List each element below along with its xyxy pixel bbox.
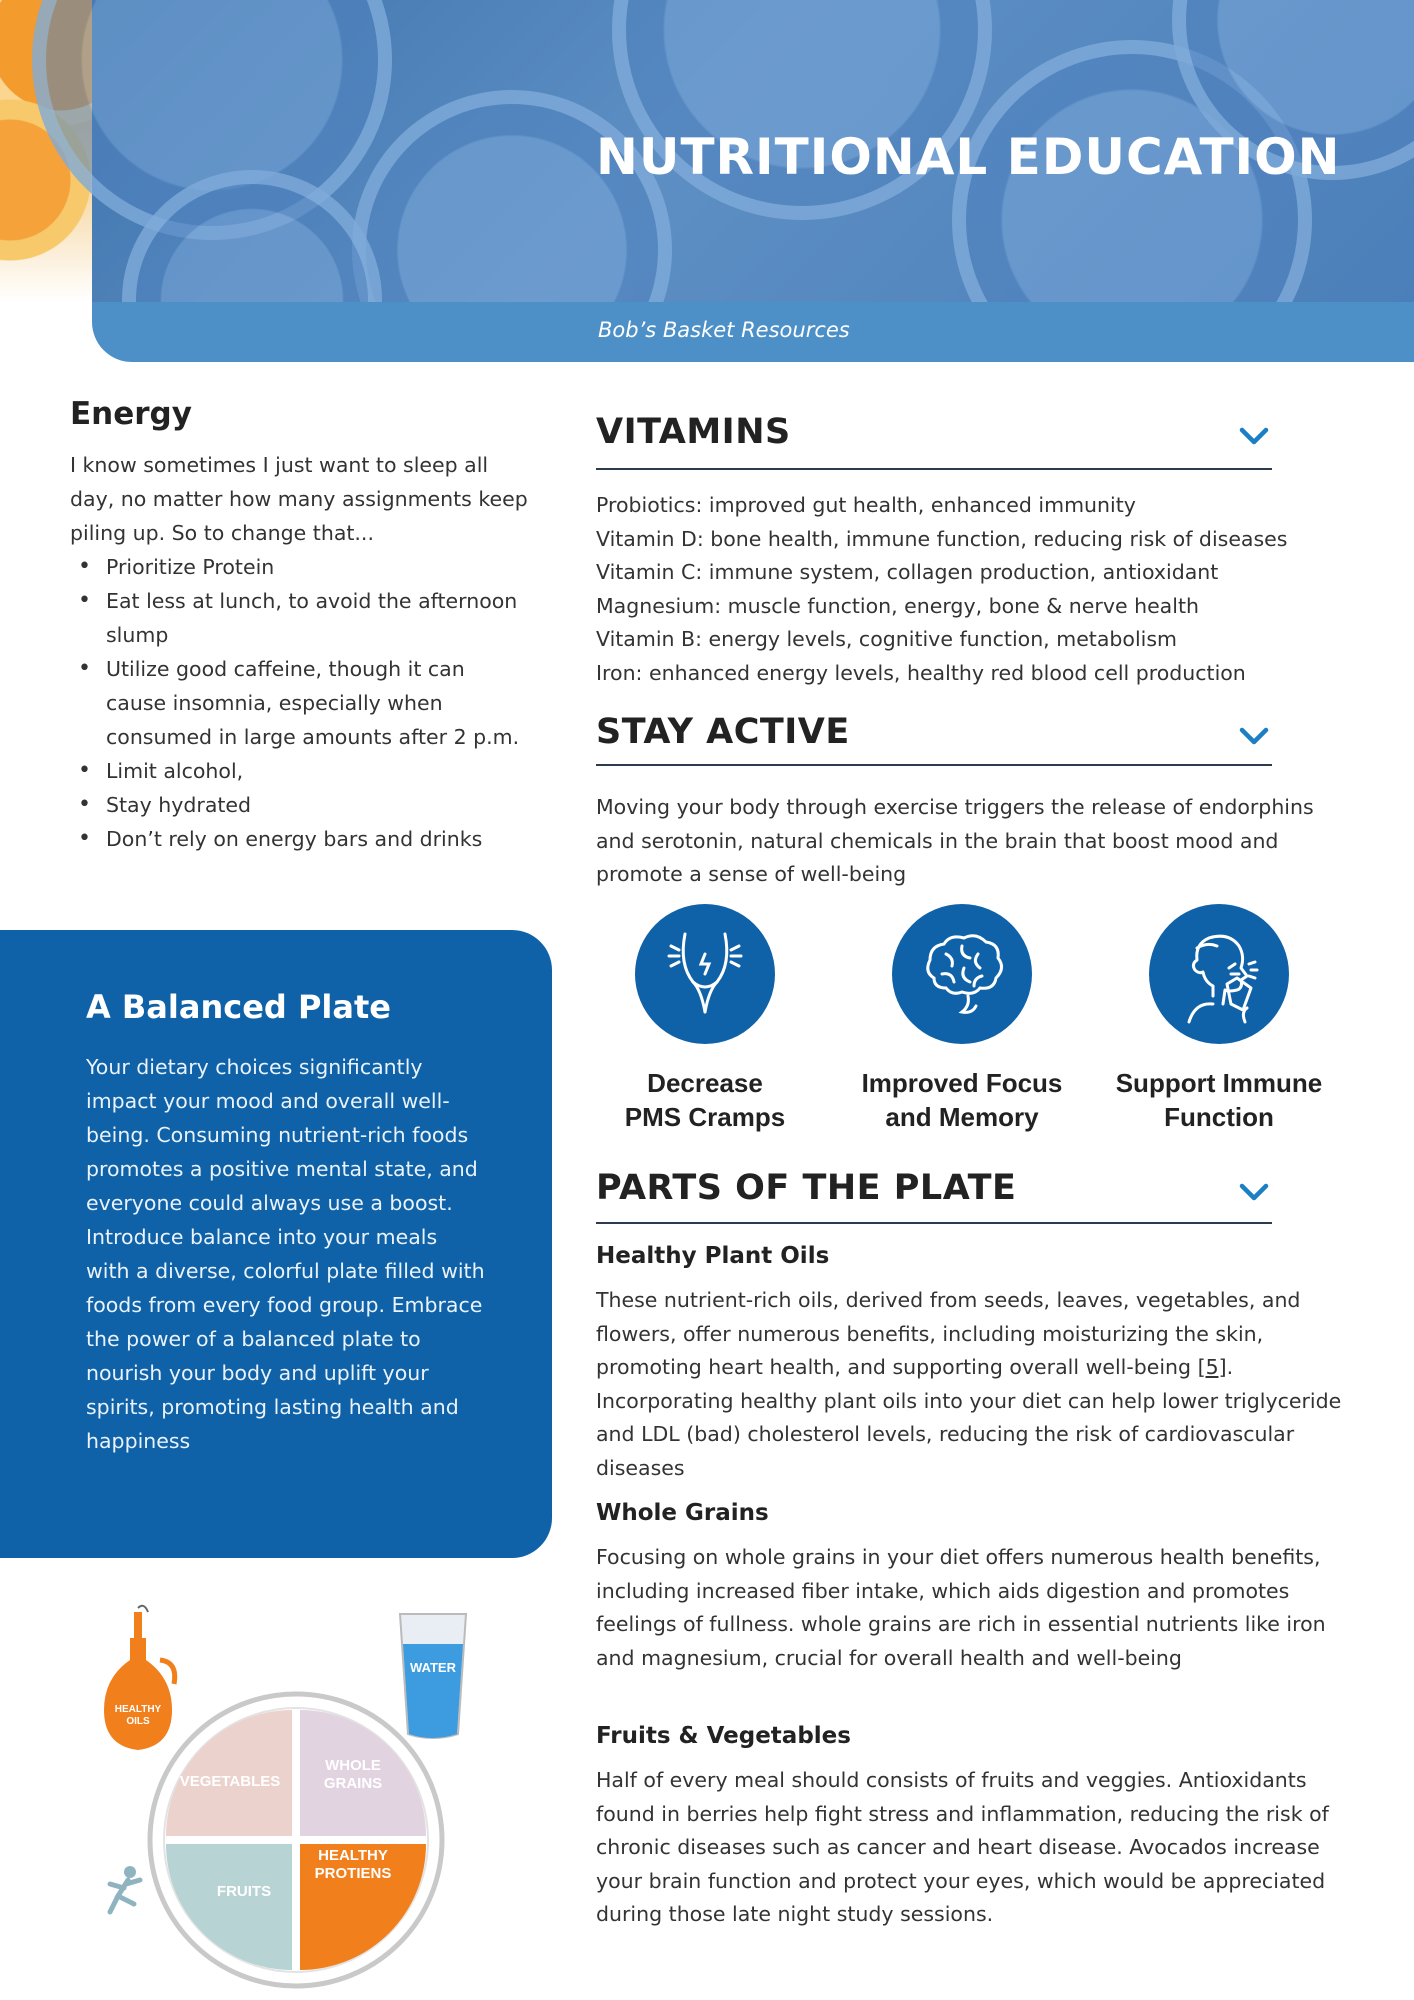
chevron-down-icon[interactable] bbox=[1236, 1178, 1272, 1206]
header-banner bbox=[0, 0, 1414, 302]
active-header[interactable] bbox=[596, 712, 1272, 766]
proteins-label-1: HEALTHY bbox=[318, 1847, 388, 1864]
list-item: Magnesium: muscle function, energy, bone & nerve health bbox=[596, 593, 1199, 618]
runner-icon bbox=[110, 1866, 140, 1912]
balanced-plate-card bbox=[0, 930, 552, 1558]
sneeze-icon bbox=[1149, 904, 1289, 1044]
benefit-label-1: Decrease bbox=[647, 1068, 763, 1098]
list-item: Iron: enhanced energy levels, healthy red blood cell production bbox=[596, 660, 1246, 685]
benefit-focus bbox=[842, 904, 1082, 1134]
energy-list bbox=[70, 550, 530, 856]
active-heading: STAY ACTIVE bbox=[596, 712, 850, 752]
benefit-immune bbox=[1099, 904, 1339, 1134]
chevron-down-icon[interactable] bbox=[1236, 422, 1272, 450]
grains-label-2: GRAINS bbox=[323, 1775, 383, 1792]
balanced-heading: A Balanced Plate bbox=[86, 988, 391, 1026]
grains-heading: Whole Grains bbox=[596, 1500, 769, 1526]
list-item: Vitamin B: energy levels, cognitive function, metabolism bbox=[596, 627, 1177, 652]
water-glass-icon bbox=[400, 1614, 466, 1738]
reference-link[interactable]: [5] bbox=[1197, 1355, 1227, 1380]
list-item: Vitamin C: immune system, collagen production, antioxidant bbox=[596, 560, 1219, 585]
vitamins-header[interactable] bbox=[596, 412, 1272, 470]
benefit-label-1: Improved Focus bbox=[861, 1068, 1063, 1098]
abdomen-icon bbox=[635, 904, 775, 1044]
plate-graphic bbox=[100, 1600, 500, 1990]
water-label: WATER bbox=[410, 1660, 456, 1675]
list-item: • Stay hydrated bbox=[70, 788, 530, 822]
oils-heading: Healthy Plant Oils bbox=[596, 1243, 830, 1269]
plate-parts-header[interactable] bbox=[596, 1168, 1272, 1224]
list-item: • Utilize good caffeine, though it can cause insomnia, especially when consumed in large amounts after 2 p.m. bbox=[70, 652, 530, 754]
oil-bottle-icon bbox=[104, 1606, 175, 1750]
benefit-label-2: Function bbox=[1164, 1102, 1274, 1132]
fruits-label: FRUITS bbox=[216, 1883, 272, 1900]
balanced-body: Your dietary choices significantly impact your mood and overall well-being. Consuming nutrient-rich foods promotes a positive mental state, and everyone could always use a boost. Introduce balance into your meals with a diverse, colorful plate filled with foods from every food group. Embrace the power of a balanced plate to nourish your body and uplift your spirits, promoting lasting health and happiness bbox=[86, 1055, 485, 1453]
benefit-label-1: Support Immune bbox=[1115, 1068, 1323, 1098]
plate-illustration bbox=[100, 1600, 500, 1990]
oils-body bbox=[596, 1284, 1356, 1486]
energy-intro: I know sometimes I just want to sleep all day, no matter how many assignments keep piling up. So to change that... bbox=[70, 453, 528, 545]
vitamins-list bbox=[596, 489, 1356, 691]
active-body: Moving your body through exercise triggers the release of endorphins and serotonin, natural chemicals in the brain that boost mood and promote a sense of well-being bbox=[596, 795, 1314, 887]
oil-label-2: OILS bbox=[126, 1716, 150, 1727]
list-item: • Limit alcohol, bbox=[70, 754, 530, 788]
oil-label-1: HEALTHY bbox=[114, 1704, 162, 1715]
page-title: NUTRITIONAL EDUCATION bbox=[596, 128, 1341, 186]
energy-section bbox=[70, 396, 530, 856]
oils-body-b: . Incorporating healthy plant oils into your diet can help lower triglyceride and LDL (bad) cholesterol levels, reducing the risk of cardiovascular diseases bbox=[596, 1355, 1342, 1480]
plate-fruits bbox=[166, 1844, 292, 1970]
benefit-label-2: PMS Cramps bbox=[624, 1102, 786, 1132]
vegetables-label: VEGETABLES bbox=[179, 1773, 281, 1790]
vitamins-heading: VITAMINS bbox=[596, 412, 791, 452]
list-item: • Prioritize Protein bbox=[70, 550, 530, 584]
fv-heading: Fruits & Vegetables bbox=[596, 1723, 851, 1749]
plate-rim bbox=[150, 1694, 442, 1986]
list-item: Probiotics: improved gut health, enhanced immunity bbox=[596, 493, 1136, 517]
grains-body: Focusing on whole grains in your diet offers numerous health benefits, including increased fiber intake, which aids digestion and promotes feelings of fullness. whole grains are rich in essential nutrients like iron and magnesium, crucial for overall health and well-being bbox=[596, 1545, 1326, 1670]
plate-parts-heading: PARTS OF THE PLATE bbox=[596, 1168, 1017, 1208]
list-item: • Eat less at lunch, to avoid the afternoon slump bbox=[70, 584, 530, 652]
chevron-down-icon[interactable] bbox=[1236, 722, 1272, 750]
grains-label-1: WHOLE bbox=[325, 1757, 381, 1774]
fv-body: Half of every meal should consists of fruits and veggies. Antioxidants found in berries help fight stress and inflammation, reducing the risk of chronic diseases such as cancer and heart disease. Avocados increase your brain function and protect your eyes, which would be appreciated during those late night study sessions. bbox=[596, 1768, 1329, 1927]
proteins-label-2: PROTIENS bbox=[314, 1865, 392, 1882]
list-item: • Don’t rely on energy bars and drinks bbox=[70, 822, 530, 856]
oils-body-a: These nutrient-rich oils, derived from seeds, leaves, vegetables, and flowers, offer numerous benefits, including moisturizing the skin, promoting heart health, and supporting overall well-being bbox=[596, 1288, 1301, 1380]
page-subtitle: Bob’s Basket Resources bbox=[598, 318, 850, 342]
brain-icon bbox=[892, 904, 1032, 1044]
energy-heading: Energy bbox=[70, 396, 192, 432]
benefit-cramps bbox=[585, 904, 825, 1134]
list-item: Vitamin D: bone health, immune function, reducing risk of diseases bbox=[596, 526, 1288, 551]
benefit-label-2: and Memory bbox=[885, 1102, 1039, 1132]
